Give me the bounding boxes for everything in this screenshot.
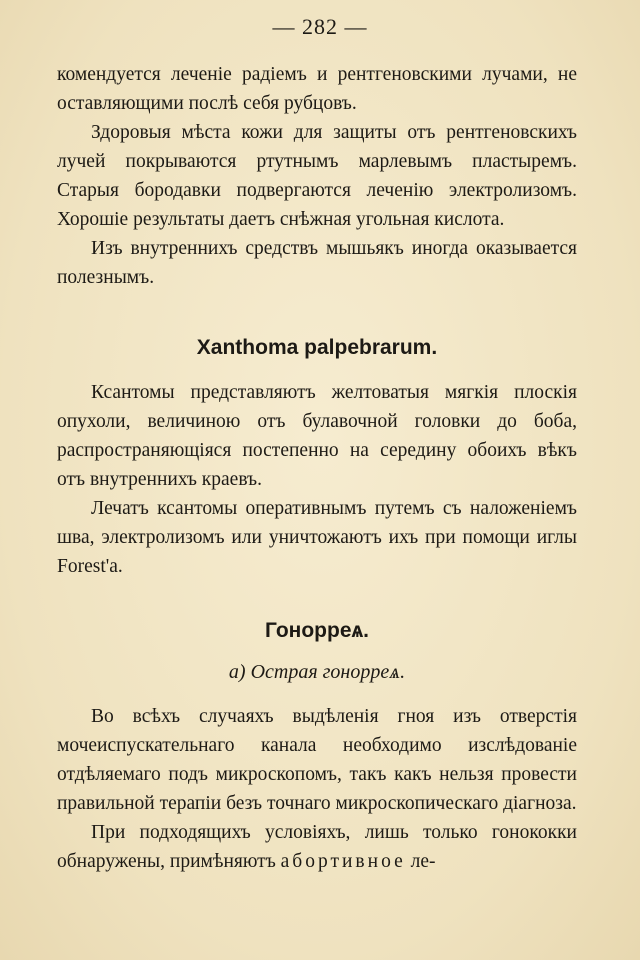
abortive-text-end: ле- — [410, 851, 436, 872]
section-title-xanthoma: Xanthoma palpebrarum. — [196, 336, 438, 359]
paragraph-microscopy: Во всѣхъ случаяхъ выдѣленія гноя изъ отверстія мочеиспускательнаго канала необходимо изслѣдованіе отдѣляемаго подъ микроскопомъ, такъ какъ нельзя провести правильной терапіи безъ точнаго микроскопическаго діагноза. — [57, 706, 577, 814]
subsection-title-acute-gonorrhea: a) Острая гонорреѧ. — [228, 661, 406, 683]
page-number: — 282 — — [272, 14, 368, 39]
paragraph-continuation: комендуется леченіе радіемъ и рентгеновскими лучами, не оставляющими послѣ себя рубцовъ. — [57, 64, 577, 114]
paragraph-abortive-treatment — [57, 818, 577, 876]
section-title-gonorrhea: Гонорреѧ. — [264, 619, 370, 642]
page-body — [57, 60, 577, 876]
paragraph-xanthoma-description: Ксантомы представляютъ желтоватыя мягкія плоскія опухоли, величиною отъ булавочной головки до боба, распространяющіяся постепенно на середину обоихъ вѣкъ отъ внутреннихъ краевъ. — [57, 382, 577, 490]
abortive-text-start: При подходящихъ условіяхъ, лишь только гонококки обнаружены, примѣняютъ — [57, 822, 577, 872]
paragraph-xanthoma-treatment: Лечатъ ксантомы оперативнымъ путемъ съ наложеніемъ шва, электролизомъ или уничтожаютъ ихъ при помощи иглы Forest'a. — [57, 498, 577, 577]
abortive-emphasis: абортивное — [280, 851, 406, 872]
paragraph-healthy-skin: Здоровыя мѣста кожи для защиты отъ рентгеновскихъ лучей покрываются ртутнымъ марлевымъ пластыремъ. Старыя бородавки подвергаются леченію электролизомъ. Хорошіе результаты даетъ снѣжная угольная кислота. — [57, 122, 577, 230]
paragraph-internal-remedies: Изъ внутреннихъ средствъ мышьякъ иногда оказывается полезнымъ. — [57, 238, 577, 288]
